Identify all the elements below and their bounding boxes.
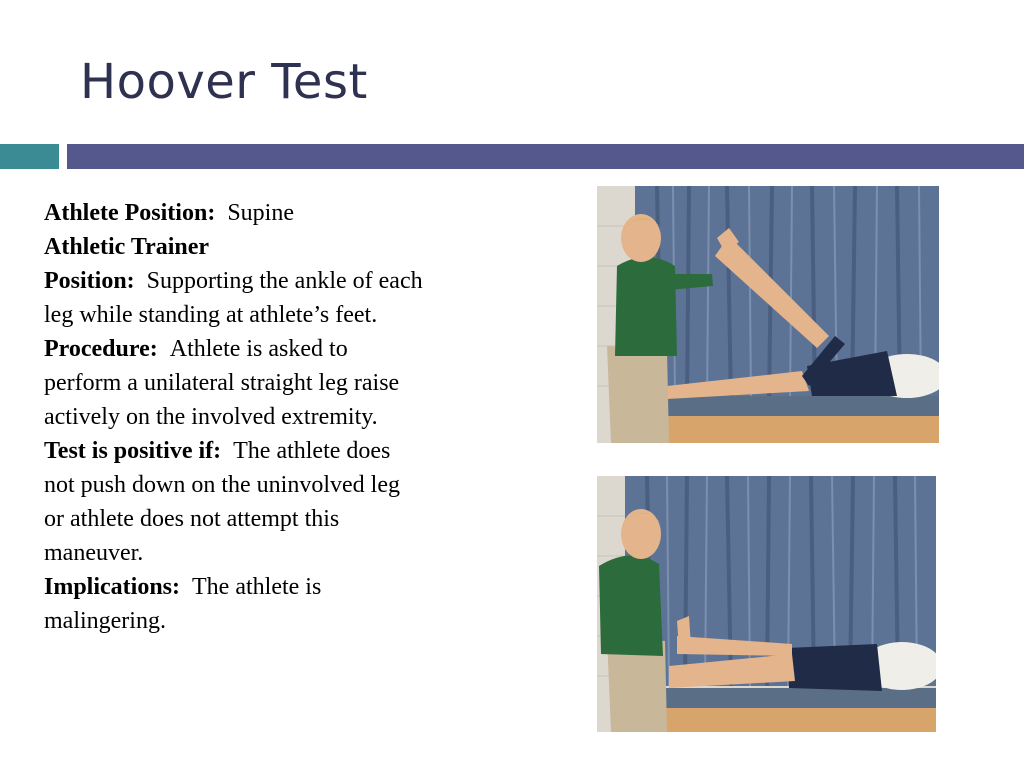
athlete-position-label: Athlete Position:	[44, 200, 216, 226]
procedure-label: Procedure:	[44, 336, 158, 362]
photo-leg-raise	[597, 186, 939, 443]
implications-line	[44, 570, 424, 638]
trainer-position-line	[44, 264, 424, 332]
title-accent-bar-purple	[67, 144, 1024, 169]
trainer-label-line1: Athletic Trainer	[44, 234, 210, 260]
slide-title: Hoover Test	[80, 54, 368, 110]
photo-legs-flat	[597, 476, 936, 732]
trainer-position-value: Supporting the ankle of each leg while standing at athlete’s feet.	[44, 268, 423, 328]
procedure-line	[44, 332, 424, 434]
procedure-value: Athlete is asked to perform a unilateral straight leg raise actively on the involved extremity.	[44, 336, 400, 430]
positive-line	[44, 434, 424, 570]
athlete-position-value: Supine	[227, 200, 294, 226]
test-description	[44, 196, 424, 638]
implications-value: The athlete is malingering.	[44, 574, 322, 634]
positive-label: Test is positive if:	[44, 438, 222, 464]
positive-value: The athlete does not push down on the uninvolved leg or athlete does not attempt this maneuver.	[44, 438, 400, 566]
trainer-label-line	[44, 230, 424, 264]
implications-label: Implications:	[44, 574, 181, 600]
athlete-position-line	[44, 196, 424, 230]
title-accent-bar-teal	[0, 144, 59, 169]
trainer-label-line2: Position:	[44, 268, 135, 294]
